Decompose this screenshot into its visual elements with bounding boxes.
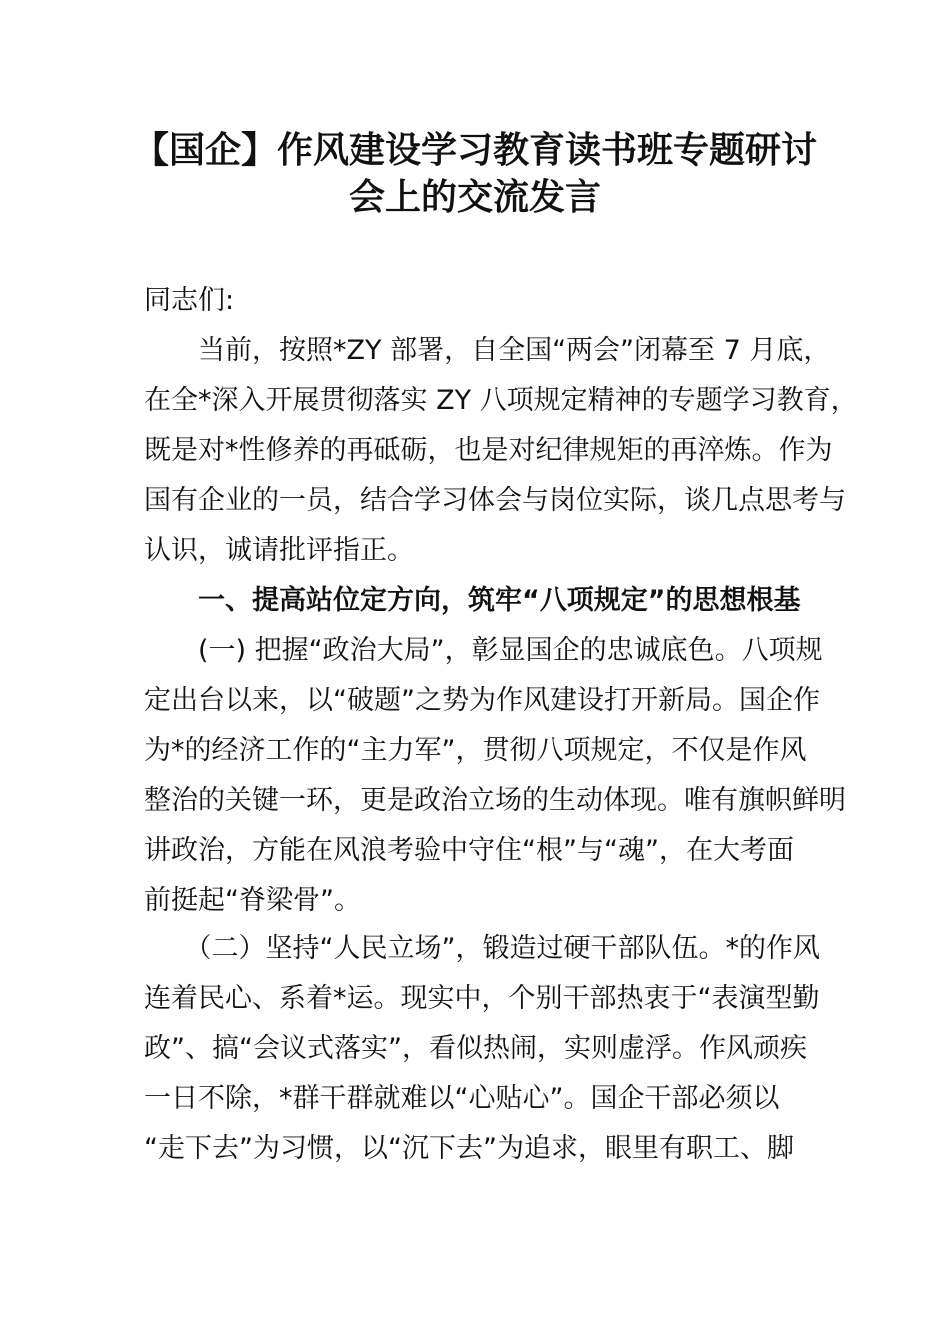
paragraph-line: 连着民心、系着*运。现实中，个别干部热衷于“表演型勤 — [144, 983, 820, 1014]
paragraph-line: 整治的关键一环，更是政治立场的生动体现。唯有旗帜鲜明 — [144, 785, 846, 816]
paragraph-line: 前挺起“脊梁骨”。 — [144, 885, 361, 916]
paragraph-line: 定出台以来，以“破题”之势为作风建设打开新局。国企作 — [144, 685, 820, 716]
paragraph-line: 为*的经济工作的“主力军”，贯彻八项规定，不仅是作风 — [144, 735, 807, 766]
document-title-line-2: 会上的交流发言 — [348, 176, 601, 218]
paragraph-line: （二）坚持“人民立场”，锻造过硬干部队伍。*的作风 — [144, 933, 820, 964]
section-heading: 一、提高站位定方向，筑牢“八项规定”的思想根基 — [144, 585, 801, 616]
paragraph-line: 一日不除，*群干群就难以“心贴心”。国企干部必须以 — [144, 1083, 780, 1114]
paragraph-line: “走下去”为习惯，以“沉下去”为追求，眼里有职工、脚 — [144, 1133, 794, 1164]
paragraph-line: 认识，诚请批评指正。 — [144, 535, 414, 566]
paragraph-line: 在全*深入开展贯彻落实 ZY 八项规定精神的专题学习教育， — [144, 385, 858, 416]
paragraph-line: 既是对*性修养的再砥砺，也是对纪律规矩的再淬炼。作为 — [144, 435, 833, 466]
document-title-line-1: 【国企】作风建设学习教育读书班专题研讨 — [132, 129, 817, 171]
paragraph-line: 讲政治，方能在风浪考验中守住“根”与“魂”，在大考面 — [144, 835, 794, 866]
paragraph-line: 政”、搞“会议式落实”，看似热闹，实则虚浮。作风顽疾 — [144, 1033, 807, 1064]
salutation: 同志们: — [144, 285, 235, 316]
paragraph-line: 国有企业的一员，结合学习体会与岗位实际，谈几点思考与 — [144, 485, 846, 516]
paragraph-line: (一) 把握“政治大局”，彰显国企的忠诚底色。八项规 — [144, 635, 823, 666]
paragraph-line: 当前，按照*ZY 部署，自全国“两会”闭幕至 7 月底， — [144, 335, 831, 366]
